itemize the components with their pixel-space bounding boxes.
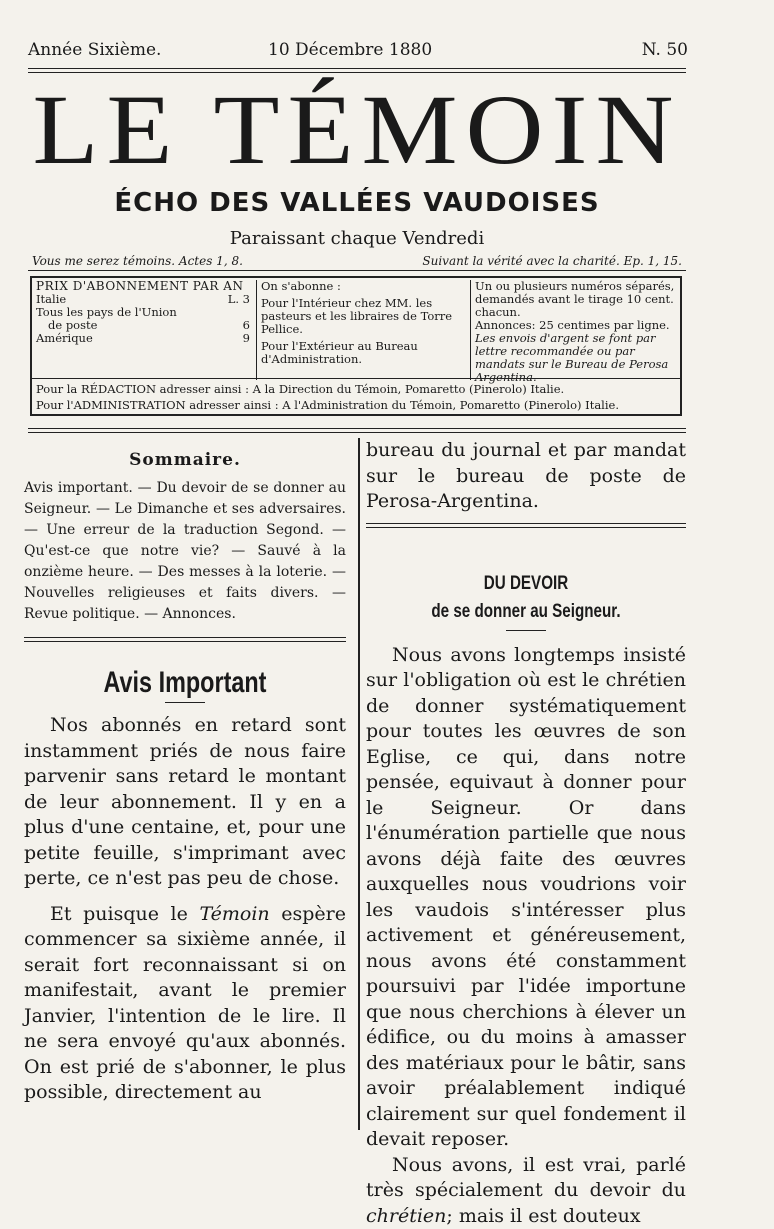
title-rule (165, 702, 205, 703)
box-bottom-rule-2 (28, 432, 686, 433)
section-rule (366, 523, 686, 524)
section-rule (24, 641, 346, 642)
devoir-paragraph-1: Nous avons longtemps insisté sur l'obligation où est le chrétien de donner systématiquement pour toutes les œuvres de son Eglise, ce qui, dans notre pensée, equivaut à donner pour le Seigneur. Or dans l'énumération partielle que nous avons déjà faite des œuvres auxquelles nous voudrions voir les vaudois s'intéresser plus activement et généreusement, nous avons été constamment poursuivi par l'idée importune que nous cherchions à élever un édifice, ou du moins à amasser des matériaux pour le bâtir, sans avoir préalablement indiqué clairement sur quel fondement il devait reposer. (366, 643, 686, 1150)
header-rule (28, 68, 686, 69)
price-value: 6 (242, 318, 250, 332)
column-separator (358, 438, 360, 1130)
price-value: 9 (242, 331, 250, 345)
avis-title: Avis Important (103, 666, 267, 699)
avis-continuation: bureau du journal et par mandat sur le bureau de poste de Perosa-Argentina. (366, 439, 686, 512)
masthead-title: LE TÉMOIN (32, 75, 682, 185)
price-title: PRIX D'ABONNEMENT PAR AN (36, 279, 244, 293)
devoir-subtitle: de se donner au Seigneur. (431, 600, 621, 622)
subscription-box (30, 276, 682, 416)
issue-year: Année Sixième. (28, 40, 162, 60)
price-row (36, 332, 250, 345)
issue-date: 10 Décembre 1880 (268, 40, 433, 60)
title-rule (506, 630, 546, 631)
issue-number: N. 50 (641, 40, 688, 60)
price-value: L. 3 (227, 292, 250, 306)
numbers-note: Un ou plusieurs numéros séparés, demandés avant le tirage 10 cent. chacun. (475, 279, 675, 319)
price-place: Italie (36, 292, 67, 306)
periodicity: Paraissant chaque Vendredi (229, 228, 485, 249)
price-place: Amérique (36, 331, 93, 345)
motto-left: Vous me serez témoins. Actes 1, 8. (32, 254, 243, 268)
left-column (24, 450, 346, 1106)
masthead-subtitle: ÉCHO DES VALLÉES VAUDOISES (114, 188, 600, 218)
administration-address: Pour l'ADMINISTRATION adresser ainsi : A l'Administration du Témoin, Pomaretto (Pinerolo) Italie. (36, 398, 619, 412)
ads-note: Annonces: 25 centimes par ligne. (475, 318, 670, 332)
notes-column (470, 279, 683, 384)
sommaire-body: Avis important. — Du devoir de se donner au Seigneur. — Le Dimanche et ses adversaires. — Une erreur de la traduction Segond. — Qu'est-ce que notre vie? — Sauvé à la onzième heure. — Des messes à la loterie. — Nouvelles religieuses et faits divers. — Revue politique. — Annonces. (24, 480, 346, 622)
motto-right: Suivant la vérité avec la charité. Ep. 1, 15. (422, 254, 682, 268)
devoir-title: DU DEVOIR (483, 572, 569, 594)
sommaire-title: Sommaire. (129, 450, 241, 470)
address-rule (32, 378, 680, 379)
avis-paragraph-1: Nos abonnés en retard sont instamment priés de nous faire parvenir sans retard le montant de leur abonnement. Il y en a plus d'une centaine, et, pour une petite feuille, s'imprimant avec perte, ce n'est pas peu de chose. (24, 714, 346, 889)
where-title: On s'abonne : (261, 279, 341, 293)
redaction-address: Pour la RÉDACTION adresser ainsi : A la Direction du Témoin, Pomaretto (Pinerolo) Italie. (36, 382, 565, 396)
section-rule (366, 527, 686, 528)
where-column (256, 280, 467, 380)
where-interior: Pour l'Intérieur chez MM. les pasteurs et les libraires de Torre Pellice. (261, 296, 453, 336)
section-rule (24, 637, 346, 638)
price-column (36, 280, 250, 345)
right-column (366, 438, 686, 1229)
price-place: de poste (48, 318, 98, 332)
price-place: Tous les pays de l'Union (36, 305, 177, 319)
devoir-paragraph-2: Nous avons, il est vrai, parlé très spécialement du devoir du chrétien; mais il est douteux (366, 1153, 686, 1227)
motto-rule (28, 270, 686, 271)
header-rule-2 (28, 72, 686, 73)
box-bottom-rule (28, 428, 686, 429)
avis-paragraph-2: Et puisque le Témoin espère commencer sa sixième année, il serait fort reconnaissant si on manifestait, avant le premier Janvier, l'intention de le lire. Il ne sera envoyé qu'aux abonnés. On est prié de s'abonner, le plus possible, directement au (24, 902, 346, 1103)
where-exterior: Pour l'Extérieur au Bureau d'Administration. (261, 339, 418, 366)
money-note: Les envois d'argent se font par lettre recommandée ou par mandats sur le Bureau de Perosa Argentina. (475, 331, 669, 384)
header-line (28, 40, 688, 66)
